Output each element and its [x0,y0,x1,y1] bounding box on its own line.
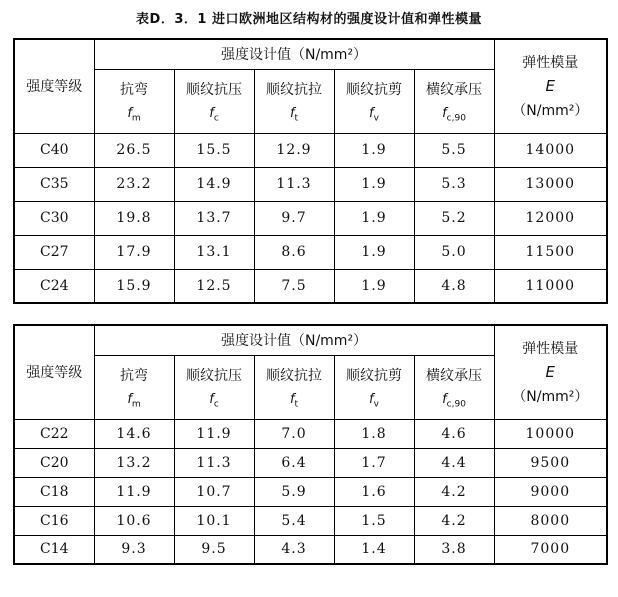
column-header [334,355,414,419]
value-cell: 1.6 [334,477,414,506]
value-cell: 5.0 [414,235,494,269]
value-cell: 19.8 [94,201,174,235]
column-name: 顺纹抗压 [186,367,242,384]
value-cell: 15.9 [94,269,174,303]
column-name: 顺纹抗压 [186,81,242,98]
column-header [414,355,494,419]
value-cell: 1.4 [334,535,414,564]
grade-cell: C27 [14,235,94,269]
column-symbol: $f_{c,90}$ [442,105,466,124]
table-row [14,419,607,448]
table-row [14,201,607,235]
modulus-header [494,39,607,133]
value-cell: 4.3 [254,535,334,564]
column-name: 顺纹抗拉 [266,81,322,98]
value-cell: 1.7 [334,448,414,477]
column-symbol: $f_v$ [369,391,379,410]
value-cell: 9.3 [94,535,174,564]
grade-cell: C16 [14,506,94,535]
modulus-unit: （N/mm²） [512,103,589,120]
value-cell: 17.9 [94,235,174,269]
value-cell: 12.9 [254,133,334,167]
column-header [254,355,334,419]
strength-table-1 [13,38,608,304]
column-symbol: $f_t$ [289,391,299,410]
column-header [414,69,494,133]
column-header [94,355,174,419]
grade-cell: C14 [14,535,94,564]
column-name: 横纹承压 [426,367,483,384]
column-header [334,69,414,133]
column-symbol: $f_c$ [209,105,219,124]
grade-cell: C18 [14,477,94,506]
modulus-cell: 7000 [494,535,607,564]
value-cell: 8.6 [254,235,334,269]
value-cell: 4.4 [414,448,494,477]
table-row [14,448,607,477]
modulus-header [494,325,607,419]
value-cell: 4.8 [414,269,494,303]
value-cell: 11.3 [174,448,254,477]
value-cell: 5.4 [254,506,334,535]
value-cell: 5.5 [414,133,494,167]
column-name: 横纹承压 [426,81,483,98]
value-cell: 5.9 [254,477,334,506]
column-name: 抗弯 [120,367,148,384]
value-cell: 1.9 [334,133,414,167]
value-cell: 4.2 [414,506,494,535]
column-symbol: $f_m$ [127,391,141,410]
table-row [14,477,607,506]
column-symbol: $f_c$ [209,391,219,410]
value-cell: 10.1 [174,506,254,535]
value-cell: 3.8 [414,535,494,564]
modulus-cell: 8000 [494,506,607,535]
grade-cell: C30 [14,201,94,235]
value-cell: 23.2 [94,167,174,201]
value-cell: 4.2 [414,477,494,506]
modulus-cell: 11000 [494,269,607,303]
value-cell: 4.6 [414,419,494,448]
table-row [14,133,607,167]
value-cell: 11.9 [94,477,174,506]
modulus-cell: 9500 [494,448,607,477]
value-cell: 9.5 [174,535,254,564]
value-cell: 26.5 [94,133,174,167]
modulus-title: 弹性模量 [522,55,579,72]
column-header [174,69,254,133]
column-symbol: $f_t$ [289,105,299,124]
column-name: 抗弯 [120,81,148,98]
strength-group-header: 强度设计值（N/mm²） [94,39,494,69]
modulus-cell: 12000 [494,201,607,235]
column-name: 顺纹抗剪 [346,367,402,384]
modulus-cell: 11500 [494,235,607,269]
value-cell: 1.9 [334,269,414,303]
modulus-cell: 13000 [494,167,607,201]
value-cell: 13.2 [94,448,174,477]
grade-cell: C40 [14,133,94,167]
value-cell: 10.7 [174,477,254,506]
modulus-symbol: E [545,363,556,382]
value-cell: 1.9 [334,201,414,235]
table-title: 表D．3．1 进口欧洲地区结构材的强度设计值和弹性模量 [136,12,482,27]
value-cell: 1.9 [334,235,414,269]
column-symbol: $f_m$ [127,105,141,124]
value-cell: 1.5 [334,506,414,535]
modulus-cell: 9000 [494,477,607,506]
column-symbol: $f_{c,90}$ [442,391,466,410]
modulus-cell: 14000 [494,133,607,167]
grade-cell: C22 [14,419,94,448]
value-cell: 5.3 [414,167,494,201]
table-2-body [14,419,607,564]
grade-cell: C20 [14,448,94,477]
value-cell: 13.7 [174,201,254,235]
value-cell: 14.9 [174,167,254,201]
value-cell: 7.0 [254,419,334,448]
value-cell: 14.6 [94,419,174,448]
column-name: 顺纹抗剪 [346,81,402,98]
grade-cell: C35 [14,167,94,201]
table-row [14,167,607,201]
value-cell: 9.7 [254,201,334,235]
grade-header: 强度等级 [14,325,94,419]
modulus-unit: （N/mm²） [512,389,589,406]
value-cell: 13.1 [174,235,254,269]
column-header [254,69,334,133]
table-row [14,506,607,535]
value-cell: 6.4 [254,448,334,477]
table-row [14,535,607,564]
column-header [94,69,174,133]
column-symbol: $f_v$ [369,105,379,124]
modulus-title: 弹性模量 [522,341,579,358]
grade-cell: C24 [14,269,94,303]
value-cell: 10.6 [94,506,174,535]
table-1-body [14,133,607,303]
grade-header: 强度等级 [14,39,94,133]
value-cell: 15.5 [174,133,254,167]
column-header [174,355,254,419]
strength-table-2 [13,324,608,565]
value-cell: 11.9 [174,419,254,448]
value-cell: 7.5 [254,269,334,303]
table-row [14,269,607,303]
value-cell: 1.8 [334,419,414,448]
table-row [14,235,607,269]
value-cell: 12.5 [174,269,254,303]
value-cell: 1.9 [334,167,414,201]
modulus-symbol: E [545,77,556,96]
value-cell: 5.2 [414,201,494,235]
modulus-cell: 10000 [494,419,607,448]
value-cell: 11.3 [254,167,334,201]
column-name: 顺纹抗拉 [266,367,322,384]
strength-group-header: 强度设计值（N/mm²） [94,325,494,355]
